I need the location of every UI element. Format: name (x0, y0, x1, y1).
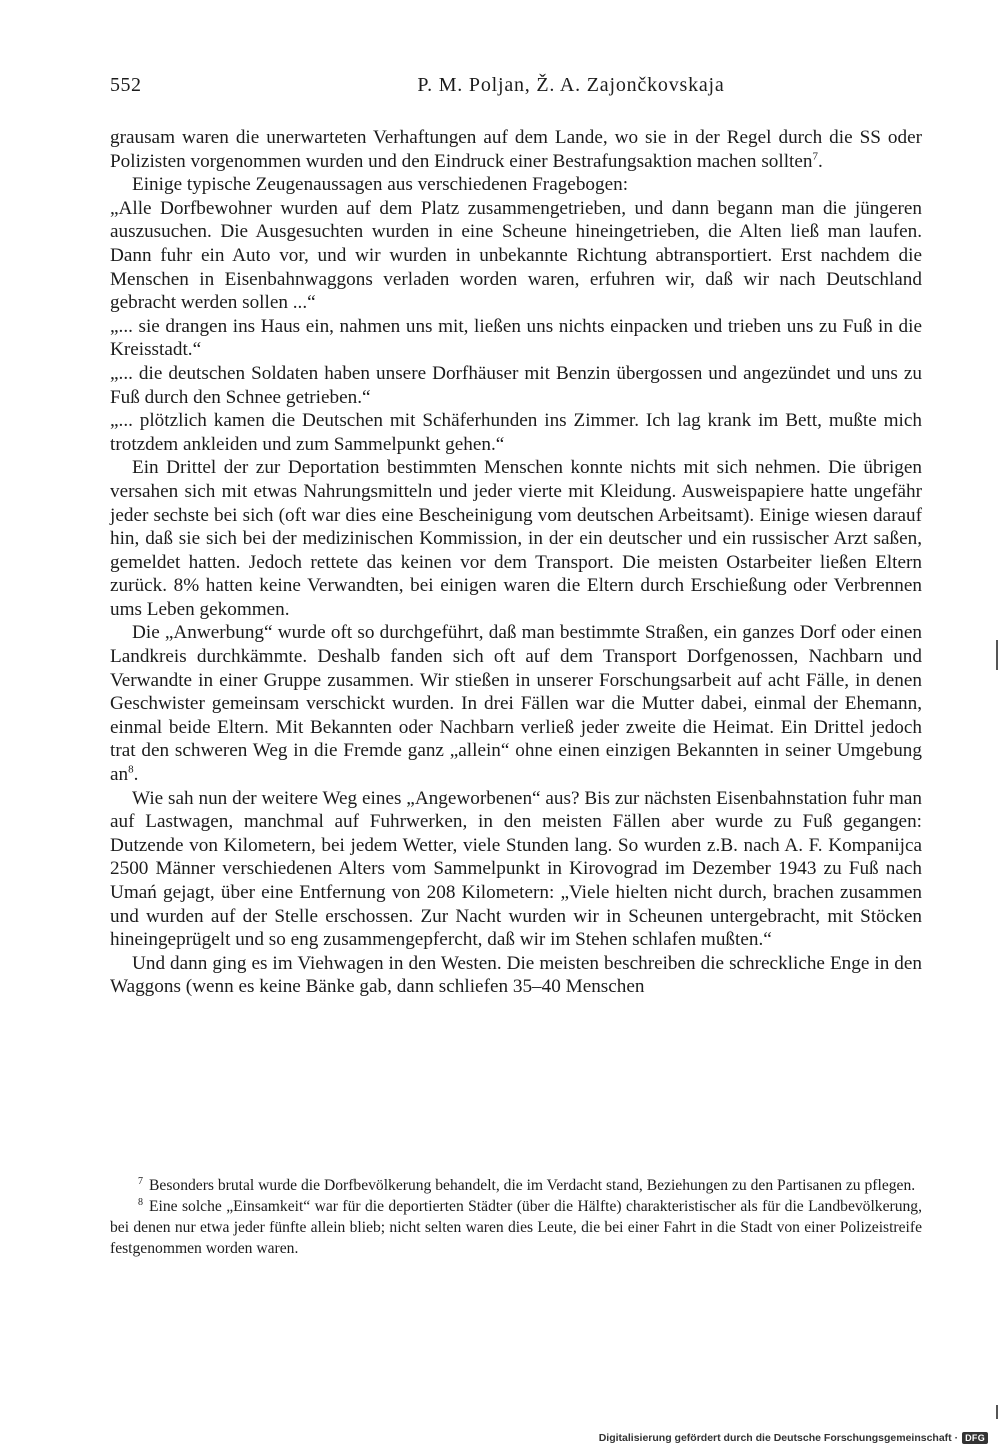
paragraph-text: . (133, 764, 139, 786)
paragraph-text: . (818, 150, 823, 172)
paragraph (110, 787, 922, 952)
paragraph (110, 621, 922, 786)
paragraph-text: Einige typische Zeugenaussagen aus verschiedenen Fragebogen: (132, 174, 629, 196)
page-header (110, 74, 922, 104)
paragraph (110, 126, 922, 173)
paragraph-text: Und dann ging es im Viehwagen in den Westen. Die meisten beschreiben die schreckliche Enge in den Waggons (wenn es keine Bänke gab, dann schliefen 35–40 Menschen (110, 952, 922, 998)
body-text (110, 126, 922, 999)
footnote-text: Besonders brutal wurde die Dorfbevölkerung behandelt, die im Verdacht stand, Beziehungen zu den Partisanen zu pflegen. (149, 1177, 916, 1194)
footnotes (110, 1175, 922, 1259)
paragraph-text: grausam waren die unerwarteten Verhaftungen auf dem Lande, wo sie in der Regel durch die SS oder Polizisten vorgenommen wurden und den Eindruck einer Bestrafungsaktion machen sollten (110, 127, 922, 172)
paragraph-text: „Alle Dorfbewohner wurden auf dem Platz zusammengetrieben, und dann begann man die jüngeren auszusuchen. Die Ausgesuchten wurden in eine Scheune hineingetrieben, die Alten ließ man laufen. Dann fuhr ein Auto vor, und wir wurden in unbekannte Richtung abtransportiert. Erst nachdem die Menschen in Eisenbahnwaggons verladen worden waren, erfuhren wir, daß wir nach Deutschland gebracht werden sollen ...“ (110, 197, 922, 314)
paragraph-text: Ein Drittel der zur Deportation bestimmten Menschen konnte nichts mit sich nehmen. Die übrigen versahen sich mit etwas Nahrungsmitteln und jeder vierte mit Kleidung. Ausweispapiere hatte ungefähr jeder sechste bei sich (oft war dies eine Bescheinigung vom deutschen Arbeitsamt). Einige wiesen darauf hin, daß sie sich bei der medizinischen Kommission, in der ein deutscher und ein russischer Arzt saßen, gemeldet hatten. Jedoch rettete das keinen vor dem Transport. Die meisten Ostarbeiter ließen Eltern zurück. 8% hatten keine Verwandten, bei einigen waren die Eltern durch Erschießung oder Verbrennen ums Leben gekommen. (110, 457, 922, 620)
quote-paragraph (110, 362, 922, 409)
dfg-logo: DFG (962, 1432, 988, 1444)
quote-paragraph (110, 315, 922, 362)
footnote (110, 1196, 922, 1259)
footnote-text: Eine solche „Einsamkeit“ war für die deportierten Städter (über die Hälfte) charakteristischer als für die Landbevölkerung, bei denen nur etwa jeder fünfte allein blieb; nicht selten waren dies Leute, die bei einer Fahrt in die Stadt von einer Polizeistreife festgenommen worden waren. (110, 1198, 922, 1257)
paragraph (110, 173, 922, 197)
footnote-reference[interactable]: 7 (812, 150, 818, 163)
footnote-mark: 7 (138, 1175, 143, 1187)
footnote-mark: 8 (138, 1196, 143, 1208)
paragraph (110, 456, 922, 621)
footnote-reference[interactable]: 8 (128, 763, 134, 776)
scan-edge-mark (996, 640, 998, 670)
paragraph-text: „... plötzlich kamen die Deutschen mit Schäferhunden ins Zimmer. Ich lag krank im Bett, mußte mich trotzdem ankleiden und zum Sammelpunkt gehen.“ (110, 410, 922, 455)
paragraph-text: „... die deutschen Soldaten haben unsere Dorfhäuser mit Benzin übergossen und angezündet und uns zu Fuß durch den Schnee getrieben.“ (110, 362, 922, 408)
paragraph (110, 952, 922, 999)
paragraph-text: „... sie drangen ins Haus ein, nahmen uns mit, ließen uns nichts einpacken und trieben uns zu Fuß in die Kreisstadt.“ (110, 315, 922, 361)
page-number: 552 (110, 74, 142, 96)
credit-text: Digitalisierung gefördert durch die Deutsche Forschungsgemeinschaft · (598, 1432, 959, 1444)
quote-paragraph (110, 197, 922, 315)
scan-edge-mark (996, 1405, 998, 1419)
running-head: P. M. Poljan, Ž. A. Zajončkovskaja (417, 74, 725, 96)
digitization-credit (599, 1432, 988, 1444)
paragraph-text: Die „Anwerbung“ wurde oft so durchgeführt, daß man bestimmte Straßen, ein ganzes Dorf oder einen Landkreis durchkämmte. Deshalb fanden sich oft auf dem Transport Dorfgenossen, Nachbarn und Verwandte in einer Gruppe zusammen. Wir stießen in unserer Forschungsarbeit auf acht Fälle, in denen Geschwister gemeinsam verschickt wurden. In drei Fällen war die Mutter dabei, einmal der Ehemann, einmal beide Eltern. Mit Bekannten oder Nachbarn verließ jeder zweite die Heimat. Ein Drittel jedoch trat den schweren Weg in die Fremde ganz „allein“ ohne einen einzigen Bekannten in seiner Umgebung an (110, 622, 922, 786)
quote-paragraph (110, 409, 922, 456)
footnote (110, 1175, 922, 1196)
paragraph-text: Wie sah nun der weitere Weg eines „Angeworbenen“ aus? Bis zur nächsten Eisenbahnstation fuhr man auf Lastwagen, manchmal auf Fuhrwerken, in den meisten Fällen aber wurde zu Fuß gegangen: Dutzende von Kilometern, bei jedem Wetter, viele Stunden lang. So wurden z.B. nach A. F. Kompanijca 2500 Männer verschiedenen Alters vom Sammelpunkt in Kirovograd im Dezember 1943 zu Fuß nach Umań gejagt, über eine Entfernung von 208 Kilometern: „Viele hielten nicht durch, brachen zusammen und wurden auf der Stelle erschossen. Zur Nacht wurden wir in Scheunen untergebracht, mit Stöcken hineingeprügelt und so eng zusammengepfercht, daß wir im Stehen schlafen mußten.“ (110, 787, 922, 951)
